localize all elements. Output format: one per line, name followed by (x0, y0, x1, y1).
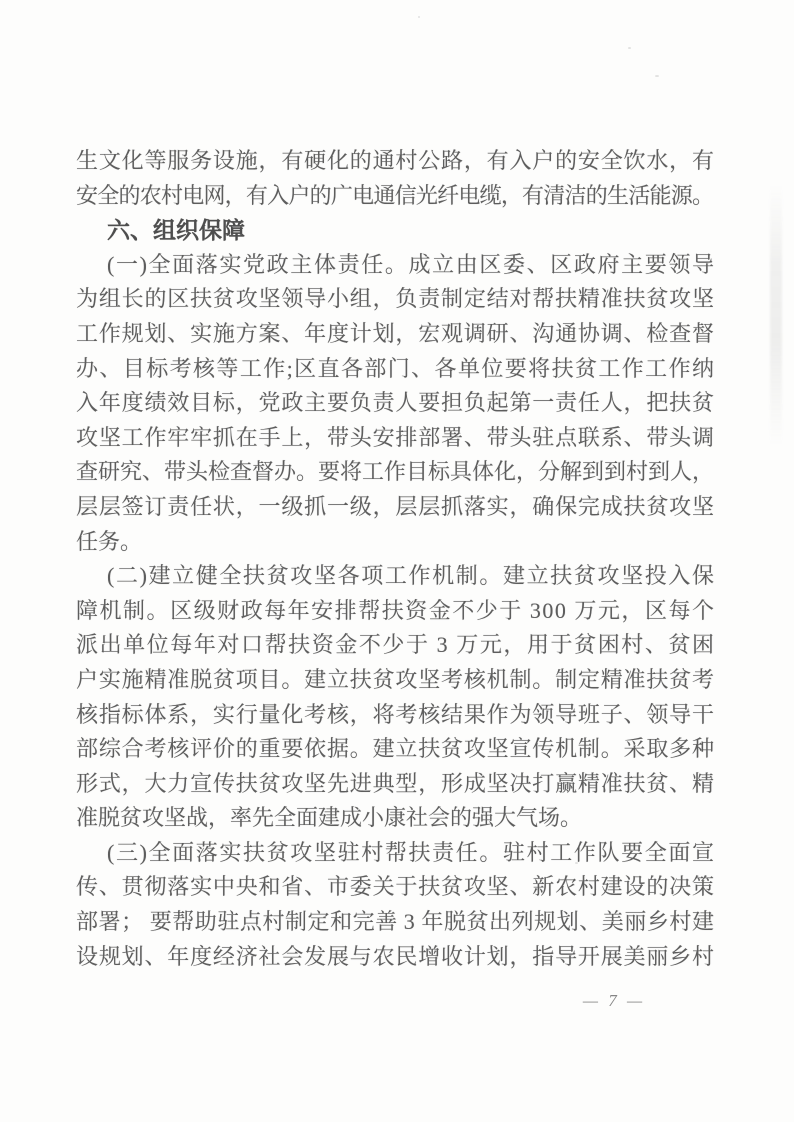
text-line: 任务。 (76, 528, 143, 554)
text-line: 生文化等服务设施，有硬化的通村公路，有入户的安全饮水，有 (76, 148, 715, 173)
text-line: 部综合考核评价的重要依据。建立扶贫攻坚宣传机制。采取多种 (76, 736, 715, 762)
page-number: — 7 — (582, 991, 646, 1010)
text-line: 核指标体系，实行量化考核，将考核结果作为领导班子、领导干 (76, 701, 715, 727)
scan-artifact-speck (418, 16, 420, 18)
text-line: 派出单位每年对口帮扶资金不少于 3 万元，用于贫困村、贫困 (76, 632, 716, 658)
text-line: 工作规划、实施方案、年度计划，宏观调研、沟通协调、检查督 (76, 320, 715, 346)
text-line: 设规划、年度经济社会发展与农民增收计划，指导开展美丽乡村 (76, 943, 715, 969)
text-line: (三)全面落实扶贫攻坚驻村帮扶责任。驻村工作队要全面宣 (107, 839, 716, 865)
text-line: (一)全面落实党政主体责任。成立由区委、区政府主要领导 (107, 251, 716, 277)
text-line: 办、目标考核等工作;区直各部门、各单位要将扶贫工作工作纳 (76, 355, 716, 381)
text-line: 形式，大力宣传扶贫攻坚先进典型，形成坚决打赢精准扶贫、精 (76, 770, 715, 796)
scan-artifact-streak (770, 185, 782, 445)
text-line: 查研究、带头检查督办。要将工作目标具体化，分解到到村到人， (76, 459, 714, 485)
text-line: 障机制。区级财政每年安排帮扶资金不少于 300 万元，区每个 (76, 597, 716, 623)
text-line: 安全的农村电网，有入户的广电通信光纤电缆，有清洁的生活能源。 (76, 182, 714, 208)
document-body (76, 144, 714, 974)
text-line: 传、贯彻落实中央和省、市委关于扶贫攻坚、新农村建设的决策 (76, 874, 715, 900)
section-heading: 六、组织保障 (107, 217, 245, 244)
text-line: 准脱贫攻坚战，率先全面建成小康社会的强大气场。 (76, 805, 583, 831)
text-line: 攻坚工作牢牢抓在手上，带头安排部署、带头驻点联系、带头调 (76, 424, 715, 450)
scan-artifact-speck (655, 75, 659, 77)
scan-artifact-speck (628, 47, 631, 49)
text-line: 户实施精准脱贫项目。建立扶贫攻坚考核机制。制定精准扶贫考 (76, 666, 715, 692)
text-line: 部署； 要帮助驻点村制定和完善 3 年脱贫出列规划、美丽乡村建 (76, 909, 715, 935)
text-line: (二)建立健全扶贫攻坚各项工作机制。建立扶贫攻坚投入保 (107, 563, 716, 589)
scan-artifact-speck (575, 862, 578, 864)
text-line: 为组长的区扶贫攻坚领导小组，负责制定结对帮扶精准扶贫攻坚 (76, 286, 715, 312)
text-line: 层层签订责任状，一级抓一级，层层抓落实，确保完成扶贫攻坚 (76, 493, 715, 519)
text-line: 入年度绩效目标，党政主要负责人要担负起第一责任人，把扶贫 (76, 390, 715, 416)
